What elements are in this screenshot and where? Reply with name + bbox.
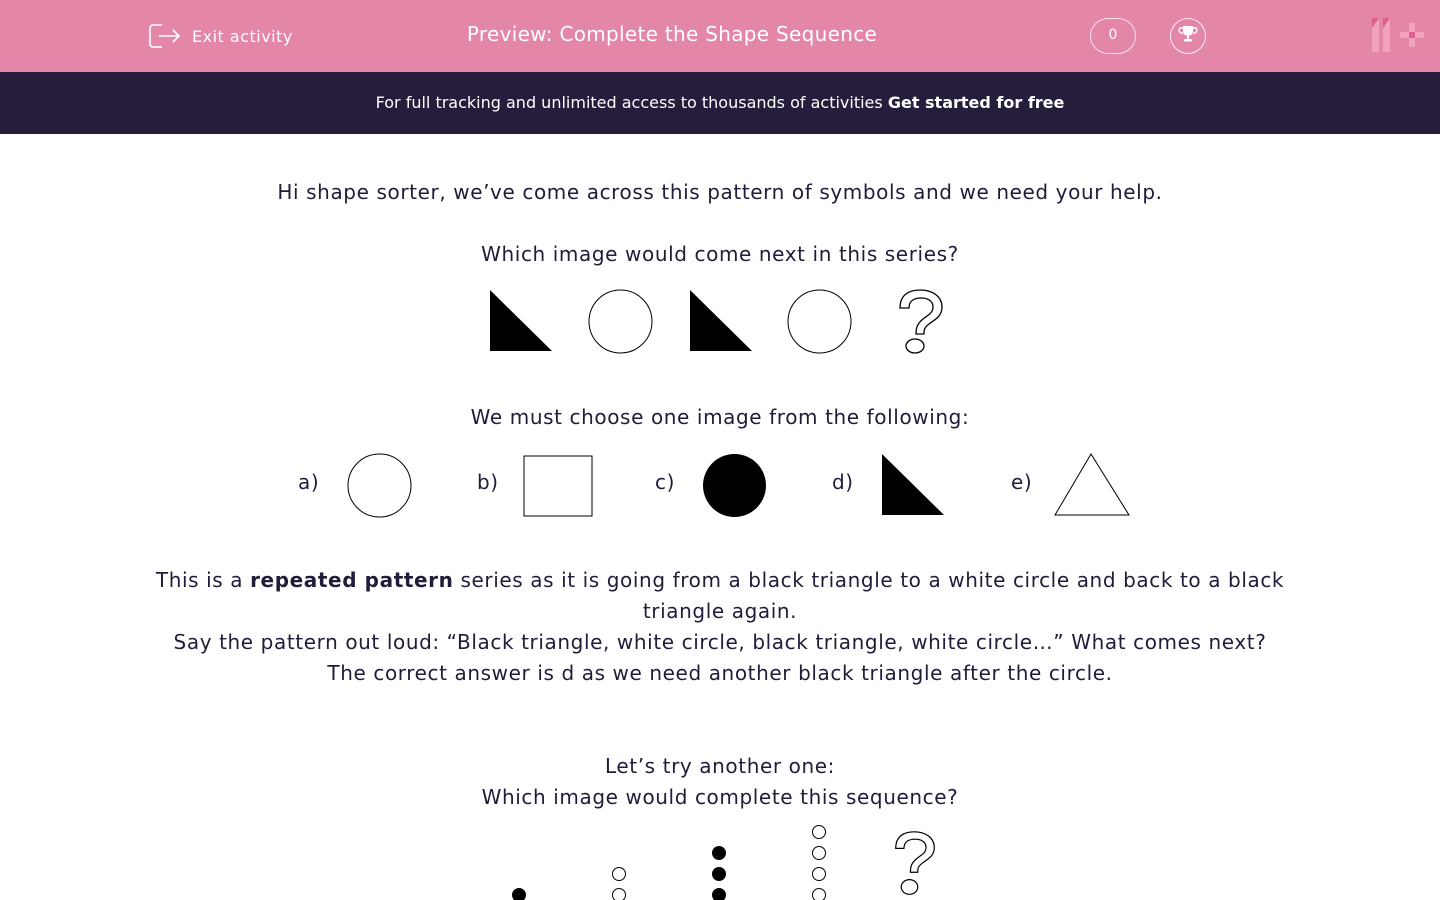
trophy-icon [1178, 24, 1198, 48]
white-square-icon [523, 455, 594, 518]
promo-banner [0, 72, 1440, 134]
explanation-line-2: triangle again. [642, 599, 798, 623]
get-started-link[interactable]: Get started for free [887, 93, 1065, 112]
trophy-button[interactable] [1170, 18, 1206, 54]
option-c-label: c) [655, 470, 675, 494]
black-right-triangle-icon [488, 288, 554, 354]
three-black-dots-icon [709, 844, 729, 900]
black-right-triangle-icon [688, 288, 754, 354]
second-prompt: Which image would complete this sequence? [481, 785, 959, 809]
intro-text: Hi shape sorter, we’ve come across this pattern of symbols and we need your help. [277, 180, 1163, 204]
white-circle-icon [787, 290, 853, 354]
brand-logo [1368, 14, 1432, 58]
black-circle-icon [702, 454, 768, 518]
option-a-label: a) [298, 470, 320, 494]
white-triangle-icon [1053, 452, 1131, 518]
explanation-line-3: Say the pattern out loud: “Black triangle, white circle, black triangle, white circle…” What comes next? [173, 630, 1267, 654]
promo-text: For full tracking and unlimited access to thousands of activities [375, 93, 888, 112]
one-black-dot-icon [509, 886, 529, 900]
top-bar [0, 0, 1440, 72]
second-intro: Let’s try another one: [604, 754, 836, 778]
option-b-label: b) [477, 470, 499, 494]
white-circle-icon [588, 290, 654, 354]
two-white-dots-icon [609, 865, 629, 900]
white-circle-icon [347, 454, 413, 518]
score-counter: 0 [1090, 18, 1136, 54]
exit-activity-button[interactable] [148, 20, 293, 52]
explanation-line-1: This is a repeated pattern series as it is going from a black triangle to a white circle and back to a black [155, 568, 1285, 592]
explanation-line-4: The correct answer is d as we need another black triangle after the circle. [327, 661, 1113, 685]
choose-prompt: We must choose one image from the following: [470, 405, 970, 429]
exit-icon [148, 22, 182, 50]
four-white-dots-icon [809, 823, 829, 900]
repeated-pattern-term: repeated pattern [250, 568, 454, 592]
black-right-triangle-icon [880, 452, 946, 518]
question-mark-icon [896, 288, 946, 356]
option-e-label: e) [1011, 470, 1033, 494]
question-prompt: Which image would come next in this series? [481, 242, 959, 266]
question-mark-icon [892, 830, 938, 898]
page-title: Preview: Complete the Shape Sequence [466, 22, 878, 46]
option-d-label: d) [832, 470, 854, 494]
exit-activity-label: Exit activity [192, 26, 293, 46]
